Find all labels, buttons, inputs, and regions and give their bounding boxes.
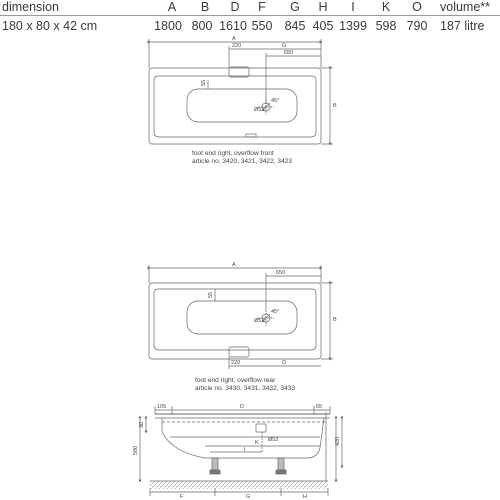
tub-bottom-area xyxy=(187,301,297,334)
column-header-d: D xyxy=(230,0,240,14)
top-label-dia52: Ø52 xyxy=(254,107,265,113)
tub-outer-rim xyxy=(149,68,321,144)
side-label-h: H xyxy=(303,494,307,500)
right-foot xyxy=(278,458,284,470)
column-header-i: I xyxy=(351,0,355,14)
mid-label-dia52: Ø52 xyxy=(254,318,265,324)
column-header-b: B xyxy=(200,0,210,14)
side-label-420: 420 xyxy=(335,436,341,446)
mid-label-650: 650 xyxy=(276,270,286,276)
top-caption-line1: foot end right, overflow front xyxy=(192,150,274,157)
mid-label-b: B xyxy=(333,317,337,323)
column-header-k: K xyxy=(381,0,391,14)
top-label-45: 45° xyxy=(271,98,280,104)
value-k: 598 xyxy=(375,19,397,33)
value-f: 550 xyxy=(251,19,273,33)
side-label-dia52: Ø52 xyxy=(268,437,279,443)
side-label-i: I xyxy=(244,447,246,453)
dimension-header: dimension xyxy=(2,0,59,14)
top-label-55: 55 xyxy=(201,79,207,86)
value-o: 790 xyxy=(406,19,428,33)
overflow-recess xyxy=(229,347,249,357)
side-label-65: 65 xyxy=(316,404,323,410)
mid-label-o: O xyxy=(282,360,287,366)
side-label-580: 580 xyxy=(133,445,139,455)
side-label-k: K xyxy=(255,440,259,446)
floor-hatch xyxy=(150,481,328,489)
side-label-105: 105 xyxy=(157,404,167,410)
middle-caption-line1: foot end right, overflow rear xyxy=(195,377,276,384)
mid-label-45: 45° xyxy=(271,309,280,315)
column-header-h: H xyxy=(318,0,328,14)
value-d: 1610 xyxy=(219,19,247,33)
tub-outer-rim xyxy=(149,283,321,359)
value-a: 1800 xyxy=(154,19,182,33)
left-foot xyxy=(212,458,218,470)
tub-inner-basin xyxy=(154,76,316,137)
tub-bottom-area xyxy=(187,89,297,122)
column-header-a: A xyxy=(167,0,177,14)
overflow-recess xyxy=(229,67,249,77)
middle-caption-line2: article no. 3430, 3431, 3432, 3433 xyxy=(195,385,296,392)
value-g: 845 xyxy=(284,19,306,33)
top-plan-view xyxy=(149,39,333,144)
drain-body xyxy=(256,424,266,432)
value-h: 405 xyxy=(312,19,334,33)
side-label-f: F xyxy=(180,494,184,500)
dimension-row-label: 180 x 80 x 42 cm xyxy=(2,19,98,33)
side-label-g: G xyxy=(246,494,251,500)
top-label-a: A xyxy=(232,36,236,42)
top-caption-line2: article no. 3420, 3421, 3422, 3423 xyxy=(192,158,293,165)
top-label-g: G xyxy=(282,43,287,49)
volume-header: volume** xyxy=(440,0,491,14)
mid-label-220: 220 xyxy=(231,360,241,366)
mid-label-a: A xyxy=(232,262,236,268)
top-label-b: B xyxy=(333,103,337,109)
column-header-o: O xyxy=(412,0,422,14)
side-label-d: D xyxy=(240,404,244,410)
volume-value: 187 litre xyxy=(440,19,485,33)
column-header-f: F xyxy=(258,0,266,14)
value-i: 1399 xyxy=(339,19,367,33)
top-label-650: 650 xyxy=(284,50,294,56)
middle-plan-view xyxy=(149,265,333,369)
top-label-220: 220 xyxy=(232,43,242,49)
front-overflow xyxy=(246,134,256,137)
mid-label-55: 55 xyxy=(208,291,214,298)
value-b: 800 xyxy=(191,19,213,33)
side-elevation-view xyxy=(140,406,342,496)
side-label-30: 30 xyxy=(139,421,145,428)
column-header-g: G xyxy=(290,0,300,14)
tub-inner-basin xyxy=(154,289,316,350)
